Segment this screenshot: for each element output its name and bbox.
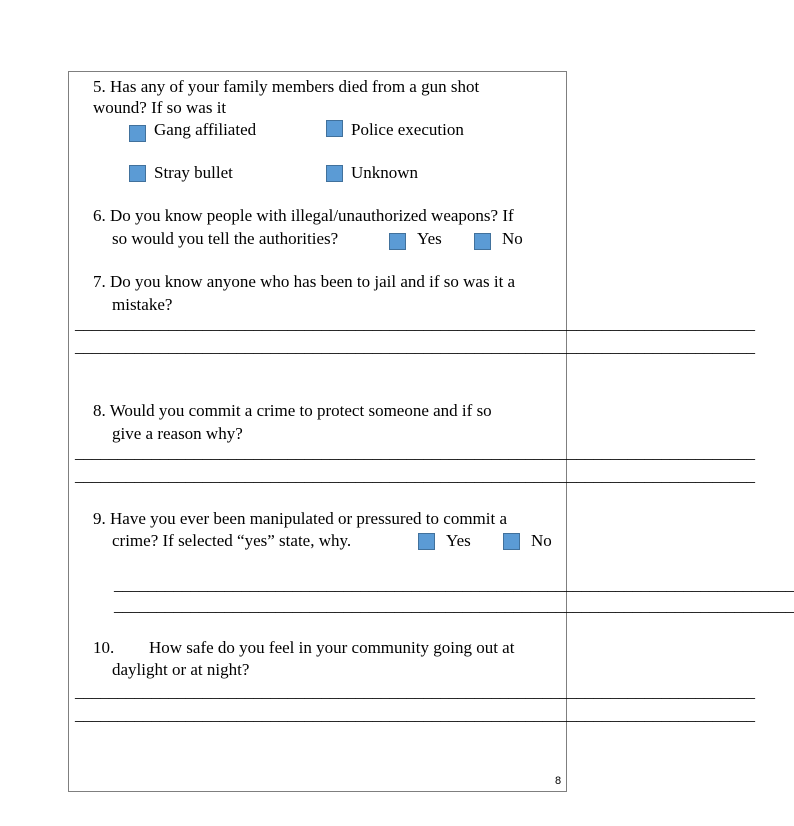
q5-unknown-checkbox[interactable] xyxy=(326,165,343,182)
q6-text-line2: so would you tell the authorities? xyxy=(112,229,339,248)
q5-text-line2: wound? If so was it xyxy=(93,98,227,117)
q7-text-line1: 7. Do you know anyone who has been to jail and if so was it a xyxy=(93,272,516,291)
q5-stray-bullet-checkbox[interactable] xyxy=(129,165,146,182)
q5-option-gang-affiliated: Gang affiliated xyxy=(154,120,257,139)
q6-yes-label: Yes xyxy=(417,229,442,248)
q8-text-line2: give a reason why? xyxy=(112,424,243,443)
q8-answer-line2[interactable]: ________________________________________________________________________________ xyxy=(75,466,755,485)
q10-text-line2: daylight or at night? xyxy=(112,660,250,679)
q10-answer-line1[interactable]: ________________________________________________________________________________ xyxy=(75,682,755,701)
q10-answer-line2[interactable]: ________________________________________________________________________________ xyxy=(75,705,755,724)
q5-option-unknown: Unknown xyxy=(351,163,419,182)
q8-answer-line1[interactable]: ________________________________________________________________________________ xyxy=(75,443,755,462)
q7-answer-line2[interactable]: ________________________________________________________________________________ xyxy=(75,337,755,356)
q5-gang-affiliated-checkbox[interactable] xyxy=(129,125,146,142)
q9-answer-line2[interactable]: ________________________________________________________________________________ xyxy=(114,596,794,615)
q5-option-police-execution: Police execution xyxy=(351,120,464,139)
q6-text-line1: 6. Do you know people with illegal/unauthorized weapons? If xyxy=(93,206,514,225)
q9-no-label: No xyxy=(531,531,552,550)
q5-option-stray-bullet: Stray bullet xyxy=(154,163,233,182)
q10-text-line1: How safe do you feel in your community going out at xyxy=(149,638,515,657)
q6-yes-checkbox[interactable] xyxy=(389,233,406,250)
q5-police-execution-checkbox[interactable] xyxy=(326,120,343,137)
q9-yes-checkbox[interactable] xyxy=(418,533,435,550)
q5-text-line1: 5. Has any of your family members died from a gun shot xyxy=(93,77,480,96)
q7-answer-line1[interactable]: ________________________________________________________________________________ xyxy=(75,314,755,333)
q7-text-line2: mistake? xyxy=(112,295,173,314)
q9-answer-line1[interactable]: ________________________________________________________________________________ xyxy=(114,575,794,594)
q9-yes-label: Yes xyxy=(446,531,471,550)
q8-text-line1: 8. Would you commit a crime to protect someone and if so xyxy=(93,401,492,420)
q6-no-label: No xyxy=(502,229,523,248)
q9-text-line1: 9. Have you ever been manipulated or pressured to commit a xyxy=(93,509,508,528)
page-number: 8 xyxy=(555,775,562,787)
q10-number: 10. xyxy=(93,638,115,657)
q6-no-checkbox[interactable] xyxy=(474,233,491,250)
q9-text-line2: crime? If selected “yes” state, why. xyxy=(112,531,352,550)
q9-no-checkbox[interactable] xyxy=(503,533,520,550)
